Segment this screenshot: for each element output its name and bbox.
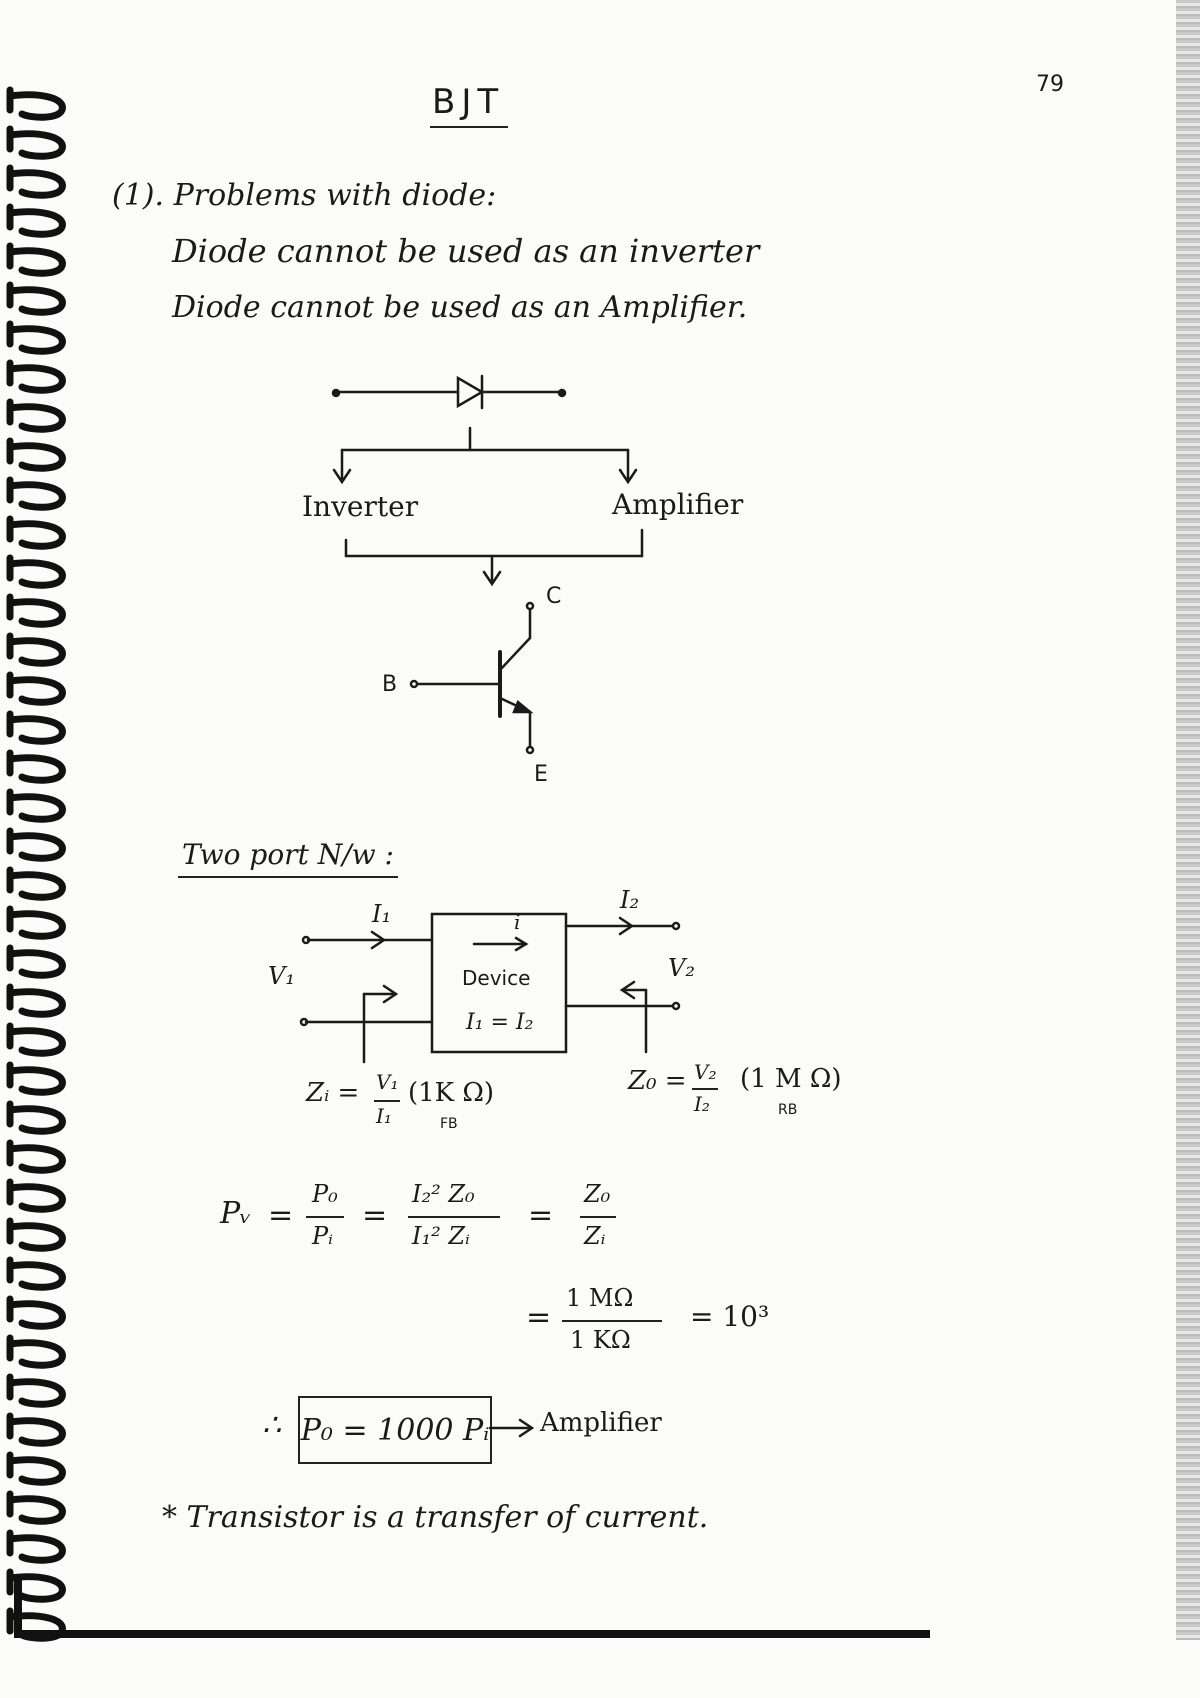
zi-label: Zᵢ = — [306, 1078, 360, 1108]
zo-value: (1 M Ω) — [740, 1064, 842, 1094]
problem-line-amplifier: Diode cannot be used as an Amplifier. — [172, 290, 748, 325]
zi-value: (1K Ω) — [408, 1078, 495, 1108]
page-number: 79 — [1036, 72, 1064, 97]
problems-heading: (1). Problems with diode: — [112, 178, 497, 213]
power-numerator-2: I₂² Z₀ — [412, 1180, 475, 1208]
eq-sign-4: = — [526, 1300, 552, 1335]
terminal-collector: C — [546, 584, 562, 609]
eq-sign-2: = — [362, 1198, 388, 1233]
device-label: Device — [462, 966, 531, 990]
zo-label: Z₀ = — [628, 1066, 687, 1096]
problem-line-inverter: Diode cannot be used as an inverter — [172, 232, 760, 270]
label-amplifier: Amplifier — [612, 488, 744, 521]
power-numerator-4: 1 MΩ — [566, 1284, 634, 1312]
terminal-emitter: E — [534, 762, 548, 787]
pi-denominator: Pᵢ — [312, 1222, 333, 1250]
zi-numerator: V₁ — [376, 1070, 399, 1094]
power-denominator-3: Zᵢ — [584, 1222, 606, 1250]
pv-symbol: Pᵥ — [220, 1196, 252, 1231]
zo-numerator: V₂ — [694, 1060, 717, 1084]
voltage-v1: V₁ — [268, 962, 295, 990]
result-amplifier-label: Amplifier — [540, 1408, 662, 1438]
eq-sign-3: = — [528, 1198, 554, 1233]
power-numerator-3: Z₀ — [584, 1180, 611, 1208]
power-denominator-2: I₁² Zᵢ — [412, 1222, 470, 1250]
page-title: BJT — [432, 82, 505, 122]
therefore-symbol: ∴ — [262, 1408, 282, 1443]
po-numerator: P₀ — [312, 1180, 338, 1208]
boxed-result: P₀ = 1000 Pᵢ — [298, 1396, 492, 1464]
power-denominator-4: 1 KΩ — [570, 1326, 631, 1354]
eq-sign-1: = — [268, 1198, 294, 1233]
zi-denominator: I₁ — [376, 1104, 392, 1128]
zi-bias: FB — [440, 1116, 458, 1132]
voltage-v2: V₂ — [668, 954, 695, 982]
zo-denominator: I₂ — [694, 1092, 710, 1116]
zo-bias: RB — [778, 1102, 798, 1118]
device-equation: I₁ = I₂ — [466, 1010, 534, 1035]
current-i2: I₂ — [620, 886, 640, 914]
power-result: = 10³ — [690, 1300, 770, 1333]
arrow-label-i: i — [514, 910, 521, 934]
label-inverter: Inverter — [302, 490, 419, 523]
terminal-base: B — [382, 672, 398, 697]
two-port-heading: Two port N/w : — [182, 838, 394, 871]
transistor-note: * Transistor is a transfer of current. — [162, 1500, 709, 1535]
current-i1: I₁ — [372, 900, 392, 928]
